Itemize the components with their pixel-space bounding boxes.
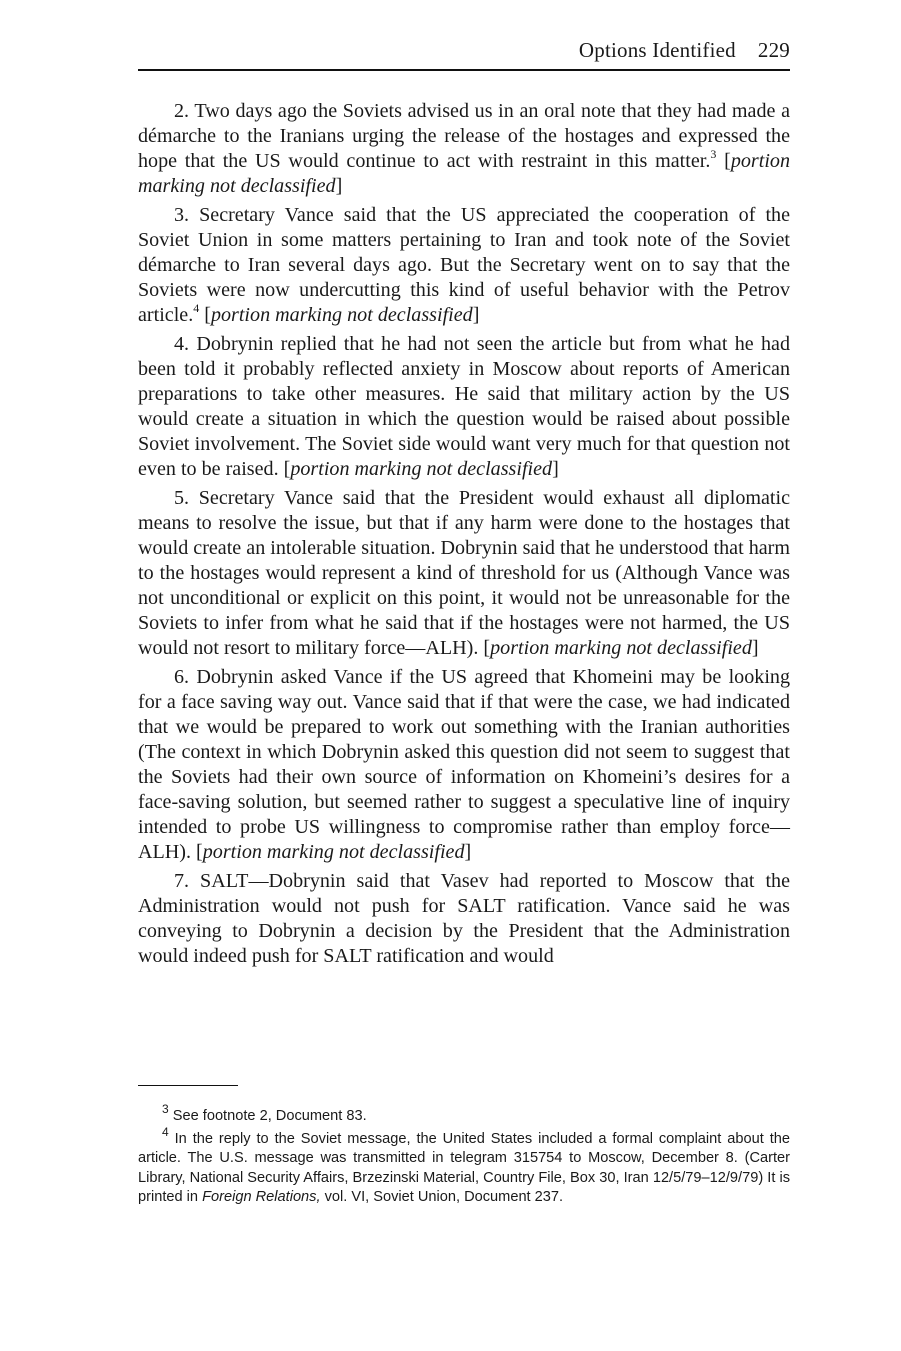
footnote-ref-3: 3 [710,147,717,162]
paragraph-7 [138,869,790,969]
footnotes [138,1102,790,1211]
portion-marking-note: portion marking not declassified [138,150,791,197]
paragraph-6: 6. Dobrynin asked Vance if the US agreed that Khomeini may be looking for a face saving way out. Vance said that if that were the case, we had indicated that we would be prepared to work out something with the Iranian authorities (The context in which Dobrynin asked this question did not seem to suggest that the Soviets had their own source of information on Khomeini’s desires for a face-saving solution, but seemed rather to suggest a speculative line of inquiry intended to probe US willingness to compromise rather than employ force—ALH). [portion marking not declassified] [138,666,790,863]
footnote-number: 3 [162,1102,169,1117]
footnote-4 [138,1124,790,1208]
footnote-rule [138,1085,238,1086]
page-number: 229 [757,38,790,62]
footnote-italic-title: Foreign Relations, [202,1189,321,1205]
footnote-number: 4 [162,1124,169,1139]
portion-marking-note: portion marking not declassified [210,304,473,326]
paragraph-text: 4. Dobrynin replied that he had not seen the article but from what he had been told it probably reflected anxiety in Moscow about reports of American preparations to take other measures. He said that military action by the US would create a situation in which the question would be raised about possible Soviet involvement. The Soviet side would want very much for that question not even to be raised. [138,333,790,480]
portion-marking-note: portion marking not declassified [202,841,465,863]
paragraph-3: 3. Secretary Vance said that the US appreciated the cooperation of the Soviet Union in some matters pertaining to Iran and took note of the Soviet démarche to Iran several days ago. But the Secretary went on to say that the Soviets were now undercutting this kind of useful behavior with the Petrov article.$^4$ [portion marking not declassified] [138,204,790,326]
footnote-text: In the reply to the Soviet message, the United States included a formal complaint about the article. The U.S. message was transmitted in telegram 315754 to Moscow, December 8. (Carter Library, National Security Affairs, Brzezinski Material, Country File, Box 30, Iran 12/5/79–12/9/79) It is printed in [138,1130,790,1205]
paragraph-text: 5. Secretary Vance said that the President would exhaust all diplomatic means to resolve the issue, but that if any harm were done to the hostages that would create an intolerable situation. Dobrynin said that he understood that harm to the hostages would represent a kind of threshold for us (Although Vance was not unconditional or explicit on this point, it would not be unreasonable for the Soviets to infer from what he said that if the hostages were not harmed, the US would not resort to military force—ALH). [138,487,790,659]
footnote-ref-4: 4 [193,301,200,316]
portion-marking-note: portion marking not declassified [490,637,752,659]
paragraph-2: 2. Two days ago the Soviets advised us in an oral note that they had made a démarche to the Iranians urging the release of the hostages and expressed the hope that the US would continue to act with restraint in this matter.$^3$ [portion marking not declassified] [138,100,791,197]
footnote-3 [138,1102,790,1127]
paragraph-text: 2. Two days ago the Soviets advised us in an oral note that they had made a démarche to the Iranians urging the release of the hostages and expressed the hope that the US would continue to act with restraint in this matter. [138,100,790,172]
footnote-text-end: vol. VI, Soviet Union, Document 237. [320,1189,564,1205]
paragraph-text: 6. Dobrynin asked Vance if the US agreed that Khomeini may be looking for a face saving way out. Vance said that if that were the case, we had indicated that we would be prepared to work out something with the Iranian authorities (The context in which Dobrynin asked this question did not seem to suggest that the Soviets had their own source of information on Khomeini’s desires for a face-saving solution, but seemed rather to suggest a speculative line of inquiry intended to probe US willingness to compromise rather than employ force—ALH). [138,666,790,863]
header-rule [138,69,790,71]
header-title: Options Identified [578,38,736,62]
portion-marking-note: portion marking not declassified [290,458,553,480]
paragraph-5: 5. Secretary Vance said that the President would exhaust all diplomatic means to resolve the issue, but that if any harm were done to the hostages that would create an intolerable situation. Dobrynin said that he understood that harm to the hostages would represent a kind of threshold for us (Although Vance was not unconditional or explicit on this point, it would not be unreasonable for the Soviets to infer from what he said that if the hostages were not harmed, the US would not resort to military force—ALH). [portion marking not declassified] [138,487,790,659]
body-text [138,99,790,973]
paragraph-text: 7. SALT—Dobrynin said that Vasev had reported to Moscow that the Administration would not push for SALT ratification. Vance said he was conveying to Dobrynin a decision by the President that the Administration would indeed push for SALT ratification and would [138,870,790,967]
paragraph-4: 4. Dobrynin replied that he had not seen the article but from what he had been told it probably reflected anxiety in Moscow about reports of American preparations to take other measures. He said that military action by the US would create a situation in which the question would be raised about possible Soviet involvement. The Soviet side would want very much for that question not even to be raised. [portion marking not declassified] [138,333,790,480]
header-text [579,38,790,63]
footnote-text: See footnote 2, Document 83. [172,1108,367,1124]
running-header [138,36,790,70]
paragraph-text: 3. Secretary Vance said that the US appreciated the cooperation of the Soviet Union in some matters pertaining to Iran and took note of the Soviet démarche to Iran several days ago. But the Secretary went on to say that the Soviets were now undercutting this kind of useful behavior with the Petrov article. [138,204,790,326]
